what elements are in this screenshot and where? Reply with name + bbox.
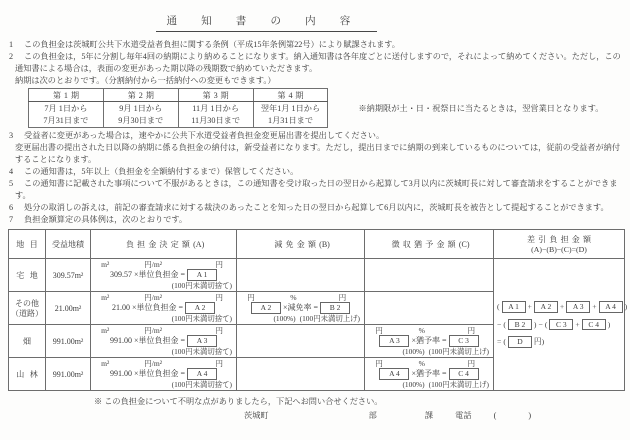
col-header-area-label: 受益地積	[52, 239, 84, 249]
contact-line	[244, 410, 622, 421]
period-end: 1月31日まで	[267, 115, 314, 125]
formula-line	[91, 269, 236, 281]
period-end: 7月31日まで	[43, 115, 89, 125]
formula-line	[91, 368, 236, 380]
formula-cell-a	[91, 325, 237, 358]
plus-sign: +	[559, 302, 565, 312]
net-formula-line-2	[496, 319, 622, 331]
period-start: 7月 1日から	[44, 104, 88, 113]
formula-line	[237, 302, 364, 314]
paragraph-1	[8, 39, 622, 51]
schedule-period-cell-1	[29, 102, 104, 128]
contact-dept: 部	[368, 411, 377, 420]
rate-note: (100%)	[402, 379, 425, 389]
plus-sign: +	[592, 302, 597, 312]
unit-area: m²	[101, 260, 110, 269]
equals-sign: =	[180, 270, 186, 279]
equals-sign: =	[178, 303, 184, 312]
minus-sign: −	[497, 319, 502, 329]
paragraph-number: 3	[9, 131, 14, 140]
schedule-header-period-4: 第4期	[253, 89, 328, 102]
paren-open: (	[544, 319, 548, 329]
minus-sign: −	[538, 319, 543, 329]
formula-cell-b	[237, 292, 365, 325]
box-a4-ref: A 4	[379, 368, 409, 380]
rate-note: (100%)	[273, 313, 296, 323]
land-label: 山林	[16, 369, 44, 379]
unit-yen: 円	[375, 359, 383, 368]
col-header-land-label: 地目	[16, 239, 44, 249]
paren-open: (	[497, 302, 500, 312]
rate-note: (100%)	[402, 346, 425, 356]
formula-cell-c	[365, 325, 494, 358]
unit-rate: 円/m²	[144, 359, 163, 368]
unit-yen: 円	[215, 260, 223, 269]
rounding-note: (100円未満切捨て)	[171, 280, 232, 290]
unit-labels	[91, 292, 236, 302]
box-b2: B 2	[320, 302, 350, 314]
unit-labels	[365, 325, 493, 335]
unit-percent: %	[418, 359, 425, 368]
period-start: 9月 1日から	[119, 104, 163, 113]
reduction-rate-label: ×減免率	[282, 303, 312, 312]
paren-close: )	[607, 319, 611, 329]
formula-cell-b-empty	[237, 358, 365, 391]
unit-labels	[91, 358, 236, 368]
period-end: 9月30日まで	[118, 115, 164, 125]
equals-sign: =	[180, 369, 186, 378]
paren-close: )	[533, 319, 537, 329]
formula-line	[365, 368, 493, 380]
paragraph-5	[8, 178, 622, 202]
multiplier-label: ×単位負担金	[133, 336, 179, 345]
unit-percent: %	[418, 326, 425, 335]
col-header-net-d-formula: (A)−(B)−(C)=(D)	[531, 244, 587, 254]
net-formula-line-3	[496, 336, 622, 348]
paragraph-4	[8, 166, 622, 178]
unit-yen: 円	[375, 326, 383, 335]
unit-area: m²	[101, 359, 110, 368]
unit-labels	[365, 358, 493, 368]
col-header-deferral-c-label: 徴収猶予金額	[391, 239, 459, 249]
dsum-box-c3: C 3	[549, 319, 573, 331]
due-date-note: ※納期限が土・日・祝祭日に当たるときは，翌営業日となります。	[358, 103, 604, 113]
paragraph-text: 通知書による場合は，表面の変更があった期以降の残期数で納めていただきます。	[15, 64, 318, 73]
box-c4: C 4	[449, 368, 479, 380]
calculation-example-table	[8, 229, 628, 391]
contact-paren-close: )	[528, 411, 532, 420]
rounding-note	[365, 347, 493, 356]
net-formula-line-1	[496, 301, 628, 313]
multiplier-label: ×単位負担金	[133, 369, 179, 378]
col-header-reduction-b-label: 減免金額	[274, 239, 320, 249]
period-end: 11月30日まで	[191, 115, 241, 125]
area-cell: 991.00m²	[46, 325, 91, 358]
paragraph-text: す。	[15, 191, 31, 200]
land-label: 宅地	[16, 270, 44, 280]
col-header-amount-a-label: 負担金決定額	[125, 239, 194, 249]
unit-area: m²	[101, 326, 110, 335]
contact-section: 課	[424, 411, 434, 420]
col-header-net-d	[494, 230, 625, 259]
box-c3: C 3	[449, 335, 479, 347]
plus-sign: +	[575, 319, 580, 329]
paragraph-text: 処分の取消しの訴えは，前記の審査請求に対する裁決のあったことを知った日の翌日から起算して6月以内に，茨城町長を被告として提起することができます。	[24, 203, 609, 212]
paragraph-text: この負担金は，5年に分割し毎年4回の納期により納めることになります。納入通知書は各年度ごとに送付しますので，それによって納めてください。ただし，この	[24, 52, 621, 61]
formula-cell-c-empty	[365, 292, 494, 325]
period-start: 翌年1月 1日から	[260, 104, 321, 113]
formula-cell-c	[365, 358, 494, 391]
multiplier-label: ×単位負担金	[131, 303, 177, 312]
paragraph-text: 負担金額算定の具体例は，次のとおりです。	[24, 215, 188, 224]
dsum-box-a2: A 2	[534, 301, 558, 313]
paragraph-text: この通知書は，5年以上（負担金を全額納付するまで）保管してください。	[24, 167, 299, 176]
formula-line	[91, 335, 236, 347]
paragraph-text: 変更届出書の提出された日以降の納期に係る負担金の納付は，新受益者になります。ただし，提出日までに納期の到来しているものについては，従前の受益者が納付	[15, 143, 621, 152]
dsum-box-b2: B 2	[508, 319, 532, 331]
unit-yen: 円	[215, 359, 223, 368]
yen-paren-close: 円)	[533, 337, 545, 347]
area-cell: 991.00m²	[46, 358, 91, 391]
formula-cell-c-empty	[365, 259, 494, 292]
equals-sign: =	[497, 337, 502, 347]
paren-open: (	[503, 337, 506, 347]
dsum-box-a4: A 4	[599, 301, 623, 313]
payment-schedule-table	[28, 88, 328, 128]
formula-line	[365, 335, 493, 347]
unit-yen: 円	[215, 293, 223, 302]
contact-town: 茨城町	[244, 411, 269, 420]
paragraph-7	[8, 214, 622, 226]
land-label-sub: （道路）	[11, 308, 43, 318]
unit-yen: 円	[467, 359, 476, 368]
paren-open: (	[503, 319, 506, 329]
paragraph-number: 1	[9, 40, 14, 49]
area-cell: 21.00m²	[46, 292, 91, 325]
rounding-note	[237, 314, 364, 323]
land-label: 畑	[23, 336, 31, 346]
paragraph-6	[8, 202, 622, 214]
schedule-period-cell-3	[178, 102, 253, 128]
col-header-amount-a	[91, 230, 237, 259]
unit-yen: 円	[247, 293, 255, 302]
unit-yen: 円	[338, 293, 347, 302]
rounding-note: (100円未満切捨て)	[171, 313, 232, 323]
rounding-note: (100円未満切捨て)	[171, 379, 232, 389]
col-header-reduction-b	[237, 230, 365, 259]
area-cell: 309.57m²	[46, 259, 91, 292]
calc-table-header-row	[9, 230, 625, 259]
round-up-note: (100円未満切上げ)	[428, 379, 489, 389]
unit-labels	[91, 259, 236, 269]
area-value: 991.00	[109, 336, 132, 345]
col-header-deferral-c-suffix: (C)	[458, 239, 470, 249]
page-title: 通知書の内容	[156, 13, 377, 32]
area-value: 991.00	[109, 369, 132, 378]
land-label: その他	[15, 298, 39, 308]
paragraph-text: 受益者に変更があった場合は，速やかに公共下水道受益者負担金変更届出書を提出してください。	[24, 131, 385, 140]
equals-sign: =	[442, 369, 447, 378]
paragraph-number: 2	[9, 52, 14, 61]
contact-paren-open: (	[493, 411, 497, 420]
area-value: 309.57	[109, 270, 132, 279]
paragraph-number: 5	[9, 179, 14, 188]
land-cell	[9, 325, 46, 358]
col-header-net-d-label: 差引負担金額	[526, 234, 595, 244]
title-row	[156, 13, 622, 32]
box-a3-ref: A 3	[379, 335, 409, 347]
net-formula-cell	[494, 259, 628, 391]
paragraph-number: 4	[9, 167, 14, 176]
unit-rate: 円/m²	[144, 326, 163, 335]
formula-cell-a	[91, 358, 237, 391]
deferral-rate-label: ×猶予率	[411, 369, 440, 378]
land-cell	[9, 358, 46, 391]
formula-cell-a	[91, 292, 237, 325]
unit-rate: 円/m²	[144, 293, 163, 302]
formula-cell-a	[91, 259, 237, 292]
col-header-amount-a-suffix: (A)	[193, 239, 205, 249]
paren-close: )	[624, 302, 628, 312]
unit-labels	[91, 325, 236, 335]
paragraph-text: この通知書に記載された事項について不服があるときは，この通知書を受け取った日の翌日から起算して3月以内に茨城町長に対して審査請求をすることができま	[24, 179, 618, 188]
schedule-header-period-1: 第1期	[29, 89, 104, 102]
table-row-takuchi	[9, 259, 625, 292]
unit-rate: 円/m²	[144, 260, 163, 269]
rounding-note: (100円未満切捨て)	[171, 346, 232, 356]
col-header-area	[46, 230, 91, 259]
col-header-reduction-b-suffix: (B)	[319, 239, 330, 249]
col-header-deferral-c	[365, 230, 494, 259]
box-a3: A 3	[187, 335, 217, 347]
col-header-land	[9, 230, 46, 259]
land-cell	[9, 292, 46, 325]
round-up-note: (100円未満切上げ)	[428, 346, 489, 356]
formula-cell-b-empty	[237, 259, 365, 292]
round-up-note: (100円未満切上げ)	[299, 313, 360, 323]
unit-yen: 円	[215, 326, 223, 335]
land-cell	[9, 259, 46, 292]
equals-sign: =	[442, 336, 447, 345]
dsum-box-a3: A 3	[566, 301, 590, 313]
payment-schedule-section	[28, 88, 622, 128]
unit-yen: 円	[467, 326, 476, 335]
equals-sign: =	[313, 303, 319, 312]
contact-tel-label: 電話	[455, 411, 472, 420]
plus-sign: +	[527, 302, 532, 312]
multiplier-label: ×単位負担金	[133, 270, 179, 279]
paragraph-2	[8, 51, 622, 87]
unit-percent: %	[290, 293, 297, 302]
area-value: 21.00	[111, 303, 130, 312]
formula-cell-b-empty	[237, 325, 365, 358]
paragraph-text: この負担金は茨城町公共下水道受益者負担に関する条例（平成15年条例第22号）により賦課されます。	[24, 40, 400, 49]
box-a1: A 1	[187, 269, 217, 281]
rounding-note	[365, 380, 493, 389]
dsum-box-a1: A 1	[502, 301, 526, 313]
unit-labels	[237, 292, 364, 302]
box-d: D	[508, 336, 532, 348]
paragraph-number: 6	[9, 203, 14, 212]
equals-sign: =	[180, 336, 186, 345]
schedule-period-cell-2	[103, 102, 178, 128]
unit-area: m²	[101, 293, 110, 302]
box-a2: A 2	[185, 302, 215, 314]
schedule-header-period-2: 第2期	[103, 89, 178, 102]
formula-line	[91, 302, 236, 314]
period-start: 11月 1日から	[192, 104, 240, 113]
paragraph-number: 7	[9, 215, 14, 224]
deferral-rate-label: ×猶予率	[411, 336, 440, 345]
schedule-period-cell-4	[253, 102, 328, 128]
footer-inquiry-note: ※ この負担金について不明な点がありましたら，下記へお問い合せください。	[94, 397, 383, 406]
dsum-box-c4: C 4	[582, 319, 606, 331]
box-a2-ref: A 2	[251, 302, 281, 314]
paragraph-text: 納期は次のとおりです。（分割納付から一括納付への変更もできます。）	[15, 76, 276, 85]
schedule-header-period-3: 第3期	[178, 89, 253, 102]
paragraph-text: することになります。	[15, 155, 97, 164]
box-a4: A 4	[187, 368, 217, 380]
paragraph-3	[8, 130, 622, 166]
